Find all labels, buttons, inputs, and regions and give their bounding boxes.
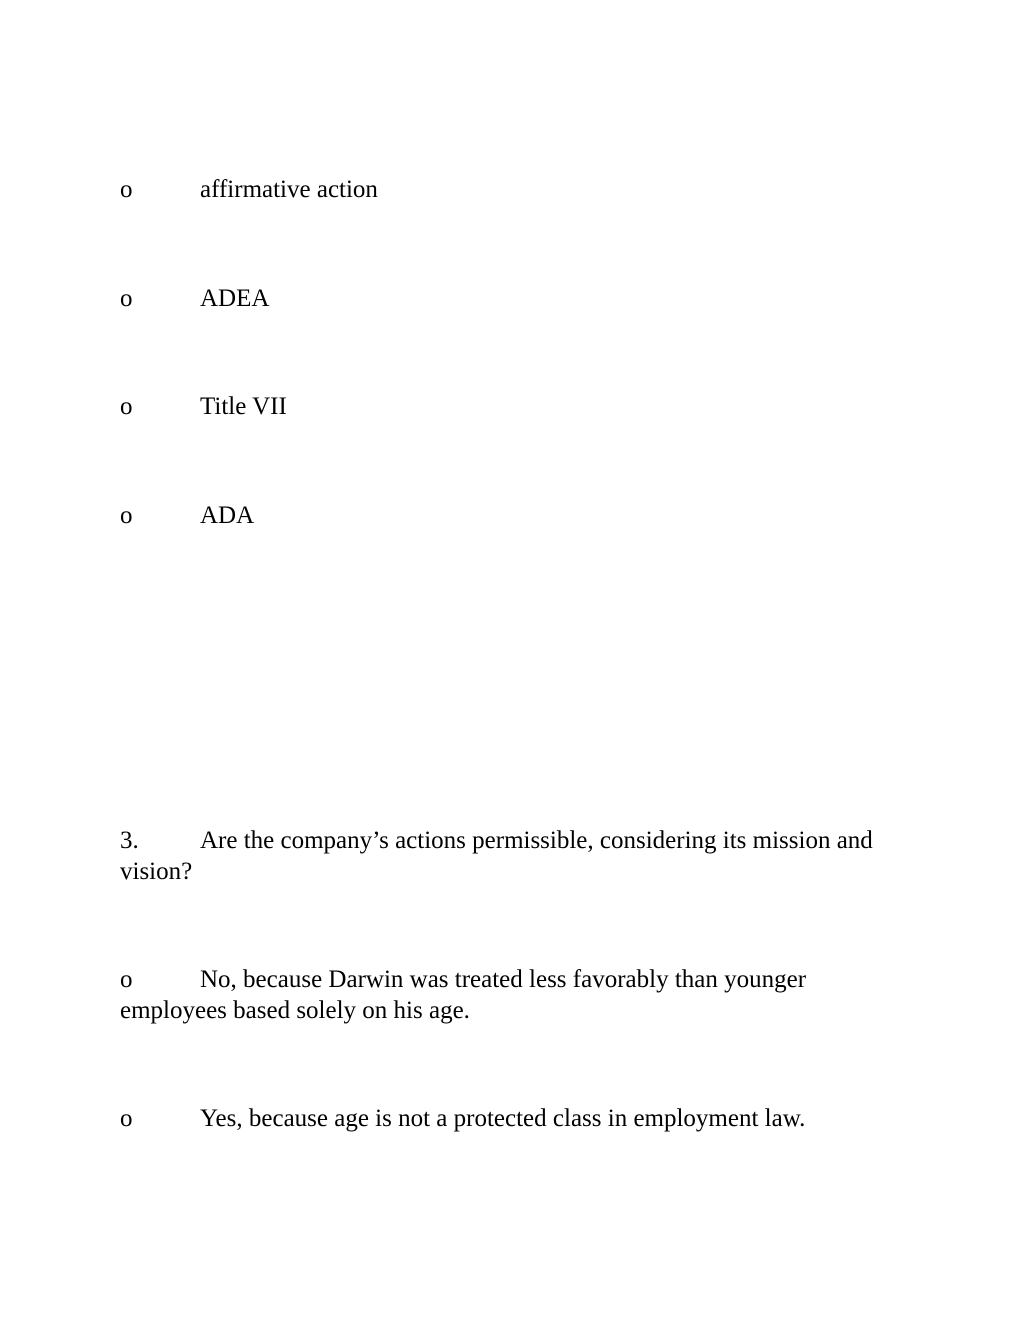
option-label: Yes, because age is not a protected class in employment law. xyxy=(200,1105,806,1132)
option-affirmative-action[interactable] xyxy=(120,174,900,205)
bullet-marker: o xyxy=(120,1105,133,1132)
bullet-marker: o xyxy=(120,285,133,312)
question-3 xyxy=(120,825,900,887)
option-label: No, because Darwin was treated less favorably than younger employees based solely on his age. xyxy=(120,966,807,1024)
option-label: ADEA xyxy=(200,285,270,312)
question-number: 3. xyxy=(120,827,139,854)
option-label: affirmative action xyxy=(200,176,378,203)
option-ada[interactable] xyxy=(120,500,900,531)
option-adea[interactable] xyxy=(120,283,900,314)
option-yes-age-not-protected[interactable] xyxy=(120,1103,900,1134)
bullet-marker: o xyxy=(120,393,133,420)
option-no-age-discrimination[interactable] xyxy=(120,964,900,1026)
option-title-vii[interactable] xyxy=(120,391,900,422)
bullet-marker: o xyxy=(120,502,133,529)
option-label: ADA xyxy=(200,502,255,529)
bullet-marker: o xyxy=(120,176,133,203)
option-label: Title VII xyxy=(200,393,287,420)
bullet-marker: o xyxy=(120,966,133,993)
question-text: Are the company’s actions permissible, considering its mission and vision? xyxy=(120,827,873,885)
